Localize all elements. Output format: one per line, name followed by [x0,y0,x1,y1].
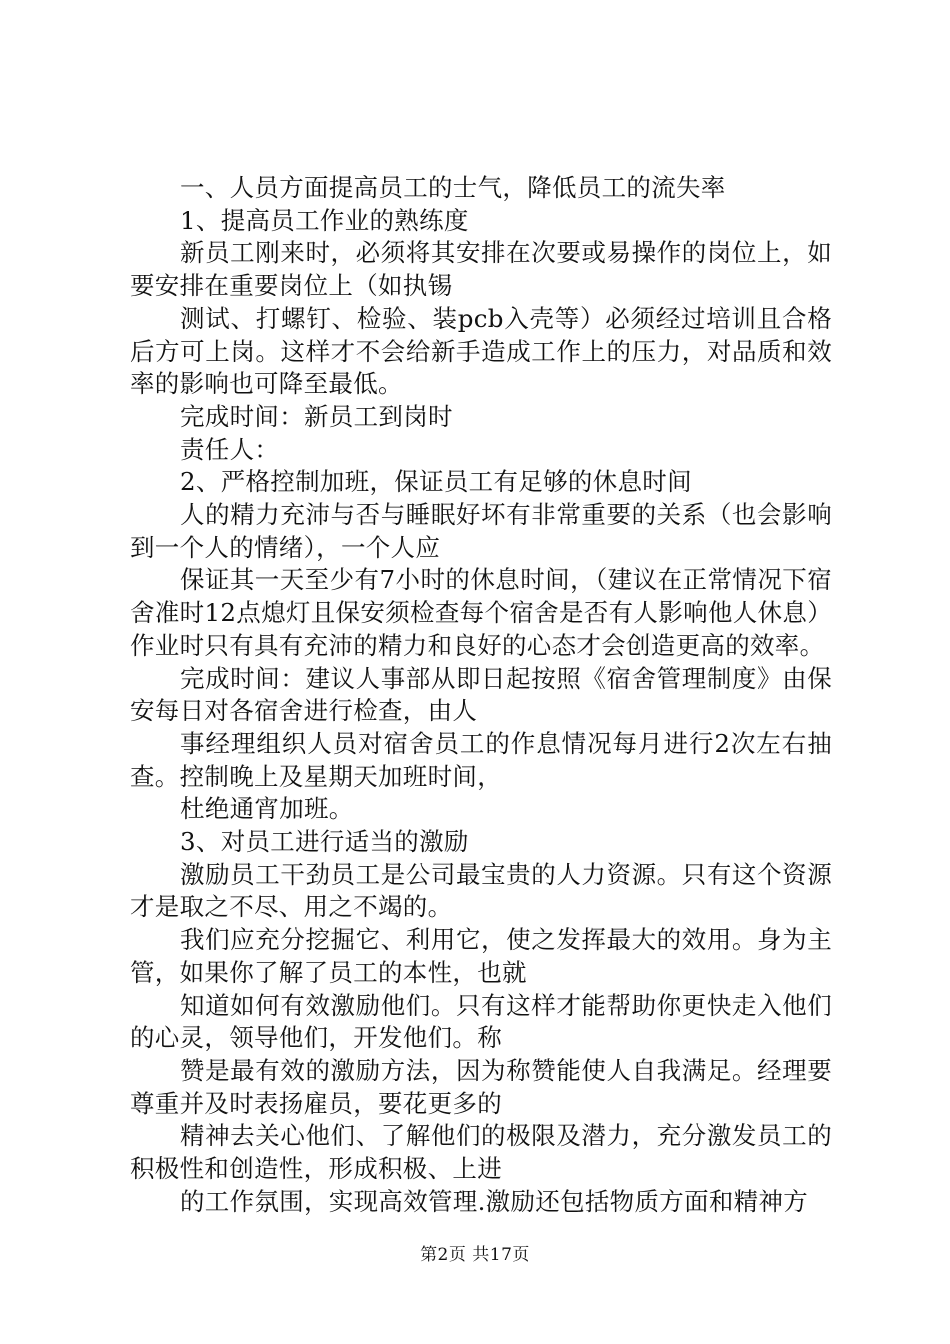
body-paragraph: 精神去关心他们、了解他们的极限及潜力，充分激发员工的积极性和创造性，形成积极、上进 [130,1121,832,1184]
document-body [130,172,832,1219]
subsection-heading: 2、严格控制加班，保证员工有足够的休息时间 [180,467,692,497]
completion-time-line: 完成时间：新员工到岗时 [180,401,453,431]
section-heading: 一、人员方面提高员工的士气，降低员工的流失率 [180,173,726,202]
body-paragraph: 测试、打螺钉、检验、装pcb入壳等）必须经过培训且合格后方可上岗。这样才不会给新手造成工作上的压力，对品质和效率的影响也可降至最低。 [130,303,832,399]
body-paragraph: 赞是最有效的激励方法，因为称赞能使人自我满足。经理要尊重并及时表扬雇员，要花更多的 [130,1055,832,1118]
body-paragraph: 我们应充分挖掘它、利用它，使之发挥最大的效用。身为主管，如果你了解了员工的本性，也就 [130,925,832,987]
body-paragraph: 杜绝通宵加班。 [180,794,354,824]
page-number: 第2页 共17页 [420,1245,530,1265]
subsection-heading: 3、对员工进行适当的激励 [180,827,469,857]
body-paragraph: 新员工刚来时，必须将其安排在次要或易操作的岗位上，如要安排在重要岗位上（如执锡 [130,238,832,301]
responsible-person-line: 责任人： [180,434,280,464]
body-paragraph: 人的精力充沛与否与睡眠好坏有非常重要的关系（也会影响到一个人的情绪），一个人应 [130,500,832,562]
subsection-heading: 1、提高员工作业的熟练度 [180,205,469,235]
body-paragraph: 的工作氛围，实现高效管理.激励还包括物质方面和精神方 [180,1186,809,1216]
completion-time-line: 完成时间：建议人事部从即日起按照《宿舍管理制度》由保安每日对各宿舍进行检查，由人 [130,663,832,726]
body-paragraph: 事经理组织人员对宿舍员工的作息情况每月进行2次左右抽查。控制晚上及星期天加班时间， [130,728,832,791]
body-paragraph: 保证其一天至少有7小时的休息时间，（建议在正常情况下宿舍准时12点熄灯且保安须检查每个宿舍是否有人影响他人休息）作业时只有具有充沛的精力和良好的心态才会创造更高的效率。 [130,565,832,660]
body-paragraph: 知道如何有效激励他们。只有这样才能帮助你更快走入他们的心灵，领导他们，开发他们。称 [130,990,832,1053]
body-paragraph: 激励员工干劲员工是公司最宝贵的人力资源。只有这个资源才是取之不尽、用之不竭的。 [130,859,832,922]
